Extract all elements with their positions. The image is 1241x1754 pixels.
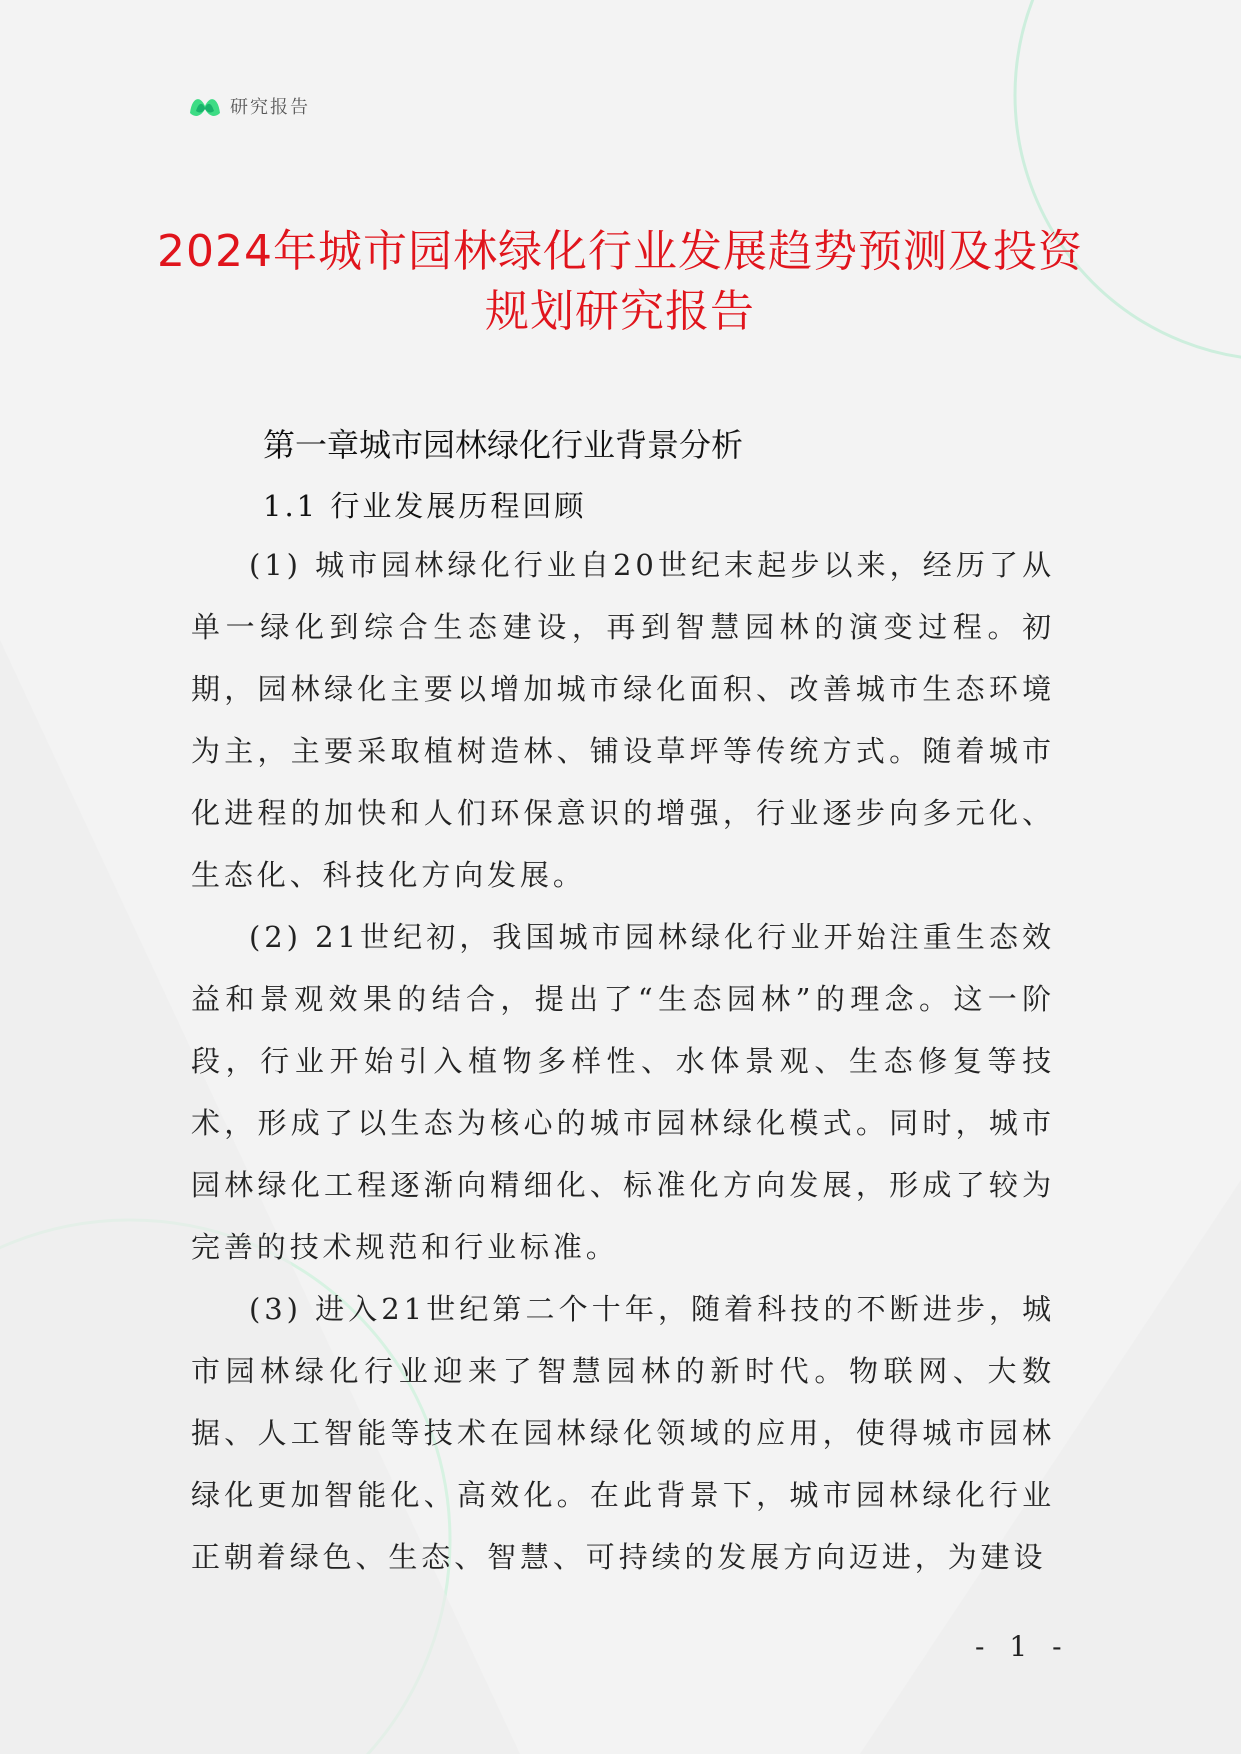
section-heading: 1.1 行业发展历程回顾 [263, 489, 587, 523]
brand-logo-icon [188, 91, 222, 121]
paragraph: (3) 进入21世纪第二个十年，随着科技的不断进步，城市园林绿化行业迎来了智慧园林的新时代。物联网、大数据、人工智能等技术在园林绿化领域的应用，使得城市园林绿化更加智能化、高效化。在此背景下，城市园林绿化行业正朝着绿色、生态、智慧、可持续的发展方向迈进，为建设 [191, 1292, 1055, 1574]
paragraph: (1) 城市园林绿化行业自20世纪末起步以来，经历了从单一绿化到综合生态建设，再到智慧园林的演变过程。初期，园林绿化主要以增加城市绿化面积、改善城市生态环境为主，主要采取植树造林、铺设草坪等传统方式。随着城市化进程的加快和人们环保意识的增强，行业逐步向多元化、生态化、科技化方向发展。 [191, 548, 1055, 892]
body-text [191, 534, 1055, 1588]
page-number: - 1 - [975, 1630, 1070, 1663]
header-tag: 研究报告 [230, 97, 310, 118]
chapter-heading: 第一章城市园林绿化行业背景分析 [263, 426, 744, 464]
report-title: 2024年城市园林绿化行业发展趋势预测及投资规划研究报告 [157, 226, 1083, 337]
report-header [188, 90, 310, 122]
paragraph: (2) 21世纪初，我国城市园林绿化行业开始注重生态效益和景观效果的结合，提出了“生态园林”的理念。这一阶段，行业开始引入植物多样性、水体景观、生态修复等技术，形成了以生态为核心的城市园林绿化模式。同时，城市园林绿化工程逐渐向精细化、标准化方向发展，形成了较为完善的技术规范和行业标准。 [191, 920, 1055, 1264]
